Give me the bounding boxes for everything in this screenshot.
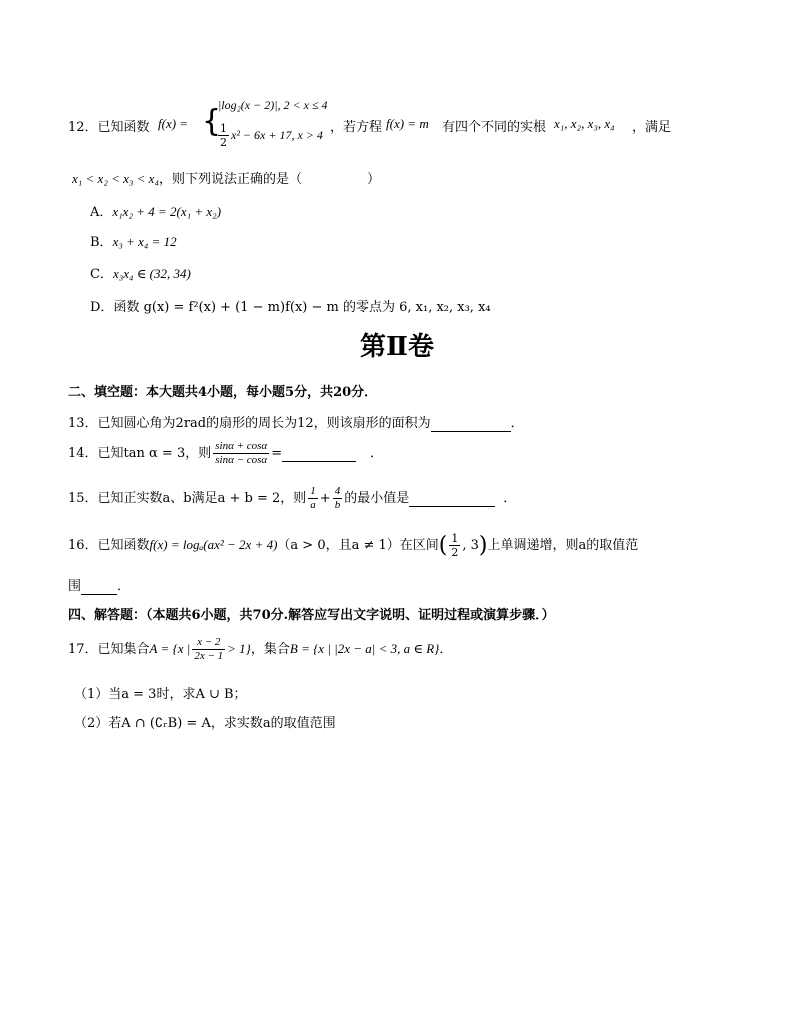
option-label: D． bbox=[90, 300, 114, 315]
question-13 bbox=[68, 412, 524, 432]
q15-plus: + bbox=[319, 491, 331, 506]
q16-paren-right: ) bbox=[478, 533, 488, 558]
q17-setA-num: x − 2 bbox=[192, 636, 225, 650]
q16-end: ． bbox=[117, 579, 131, 594]
q12-option-c bbox=[90, 263, 191, 282]
option-label: B． bbox=[90, 235, 113, 250]
q16-int-den: 2 bbox=[451, 546, 459, 559]
q16-pre: 16．已知函数 bbox=[68, 538, 150, 553]
q12-option-b bbox=[90, 231, 177, 250]
q12-roots: x₁, x₂, x₃, x₄ bbox=[554, 116, 615, 131]
part2-heading: 二、填空题：本大题共4小题，每小题5分，共20分． bbox=[68, 385, 378, 400]
question-14 bbox=[68, 440, 383, 467]
q12-tail: ，满足 bbox=[632, 120, 672, 135]
q12-brace: { bbox=[202, 104, 222, 139]
q12-line2 bbox=[72, 168, 380, 187]
q12-case2 bbox=[216, 122, 323, 149]
q15-end: ． bbox=[503, 491, 517, 506]
q17-setA-left: A = {x | bbox=[149, 641, 191, 656]
q16-blank bbox=[81, 579, 117, 595]
q15-blank bbox=[409, 491, 495, 507]
q16-int-rest: , 3 bbox=[462, 538, 479, 553]
q12-case1: |log₂(x − 2)|, 2 < x ≤ 4 bbox=[218, 98, 328, 112]
q17-setB: B = {x | |2x − a| < 3, a ∈ R} bbox=[289, 641, 440, 656]
q16-post: 上单调递增，则a的取值范 bbox=[487, 538, 639, 553]
q12-case2-num: 1 bbox=[220, 122, 227, 135]
q12-option-d bbox=[90, 296, 491, 315]
q12-number: 12．已知函数 bbox=[68, 120, 150, 135]
q12-ask: ，则下列说法正确的是（ ） bbox=[158, 172, 380, 187]
question-17 bbox=[68, 636, 452, 663]
q15-f2n: 4 bbox=[334, 485, 341, 497]
q16-line2-text: 围 bbox=[68, 579, 82, 594]
q12-order: x₁ < x₂ < x₃ < x₄ bbox=[72, 171, 159, 186]
q16-line2 bbox=[68, 575, 130, 595]
q17-pre: 17．已知集合 bbox=[68, 642, 150, 657]
q12-cond: ，若方程 bbox=[330, 120, 383, 135]
q15-f1n: 1 bbox=[310, 485, 316, 497]
option-label: C． bbox=[90, 267, 113, 282]
option-text: x₁x₂ + 4 = 2(x₁ + x₂) bbox=[112, 204, 222, 219]
section-title: 第Ⅱ卷 bbox=[360, 332, 434, 362]
q13-blank bbox=[431, 416, 511, 432]
q15-pre: 15．已知正实数a、b满足a + b = 2，则 bbox=[68, 491, 307, 506]
option-text: x₃ + x₄ = 12 bbox=[112, 234, 177, 249]
q14-blank bbox=[282, 446, 356, 462]
q14-end: ． bbox=[370, 446, 384, 461]
q17-sub2: （2）若A ∩ (∁ᵣB) = A，求实数a的取值范围 bbox=[74, 716, 336, 731]
question-15 bbox=[68, 485, 516, 512]
q15-post: 的最小值是 bbox=[344, 491, 410, 506]
q14-den: sinα − cosα bbox=[215, 454, 268, 466]
q15-f2d: b bbox=[334, 499, 341, 511]
q17-setA-den: 2x − 1 bbox=[194, 650, 224, 662]
q16-cond: （a > 0，且a ≠ 1）在区间 bbox=[277, 538, 439, 553]
option-text: 函数 g(x) = f²(x) + (1 − m)f(x) − m 的零点为 6, x₁, x₂, x₃, x₄ bbox=[113, 300, 491, 315]
part4-heading: 四、解答题：（本题共6小题，共70分.解答应写出文字说明、证明过程或演算步骤．） bbox=[68, 608, 555, 623]
q16-int-num: 1 bbox=[451, 532, 459, 545]
q15-f1d: a bbox=[310, 499, 316, 511]
q14-pre: 14．已知tan α = 3，则 bbox=[68, 446, 212, 461]
q12-case2-rest: x² − 6x + 17, x > 4 bbox=[231, 128, 323, 142]
q17-end: ． bbox=[439, 642, 453, 657]
q12-fx: f(x) = bbox=[158, 116, 189, 131]
q13-end: ． bbox=[510, 416, 524, 431]
q12-option-a bbox=[90, 201, 221, 220]
option-text: x₃x₄ ∈ (32, 34) bbox=[112, 266, 191, 281]
q12-case2-den: 2 bbox=[220, 136, 227, 149]
q14-post: = bbox=[271, 446, 283, 461]
q17-sub1: （1）当a = 3时，求A ∪ B； bbox=[74, 687, 247, 702]
q16-func: f(x) = logₐ(ax² − 2x + 4) bbox=[149, 537, 278, 552]
q13-text: 13．已知圆心角为2rad的扇形的周长为12，则该扇形的面积为 bbox=[68, 416, 431, 431]
q16-paren-left: ( bbox=[438, 533, 448, 558]
q14-num: sinα + cosα bbox=[215, 440, 268, 452]
q12-cond2: 有四个不同的实根 bbox=[442, 120, 547, 135]
q12-eq: f(x) = m bbox=[386, 116, 429, 131]
option-label: A． bbox=[90, 205, 113, 220]
q17-setA-right: > 1} bbox=[227, 641, 251, 656]
q17-mid: ，集合 bbox=[250, 642, 290, 657]
question-16 bbox=[68, 532, 638, 559]
